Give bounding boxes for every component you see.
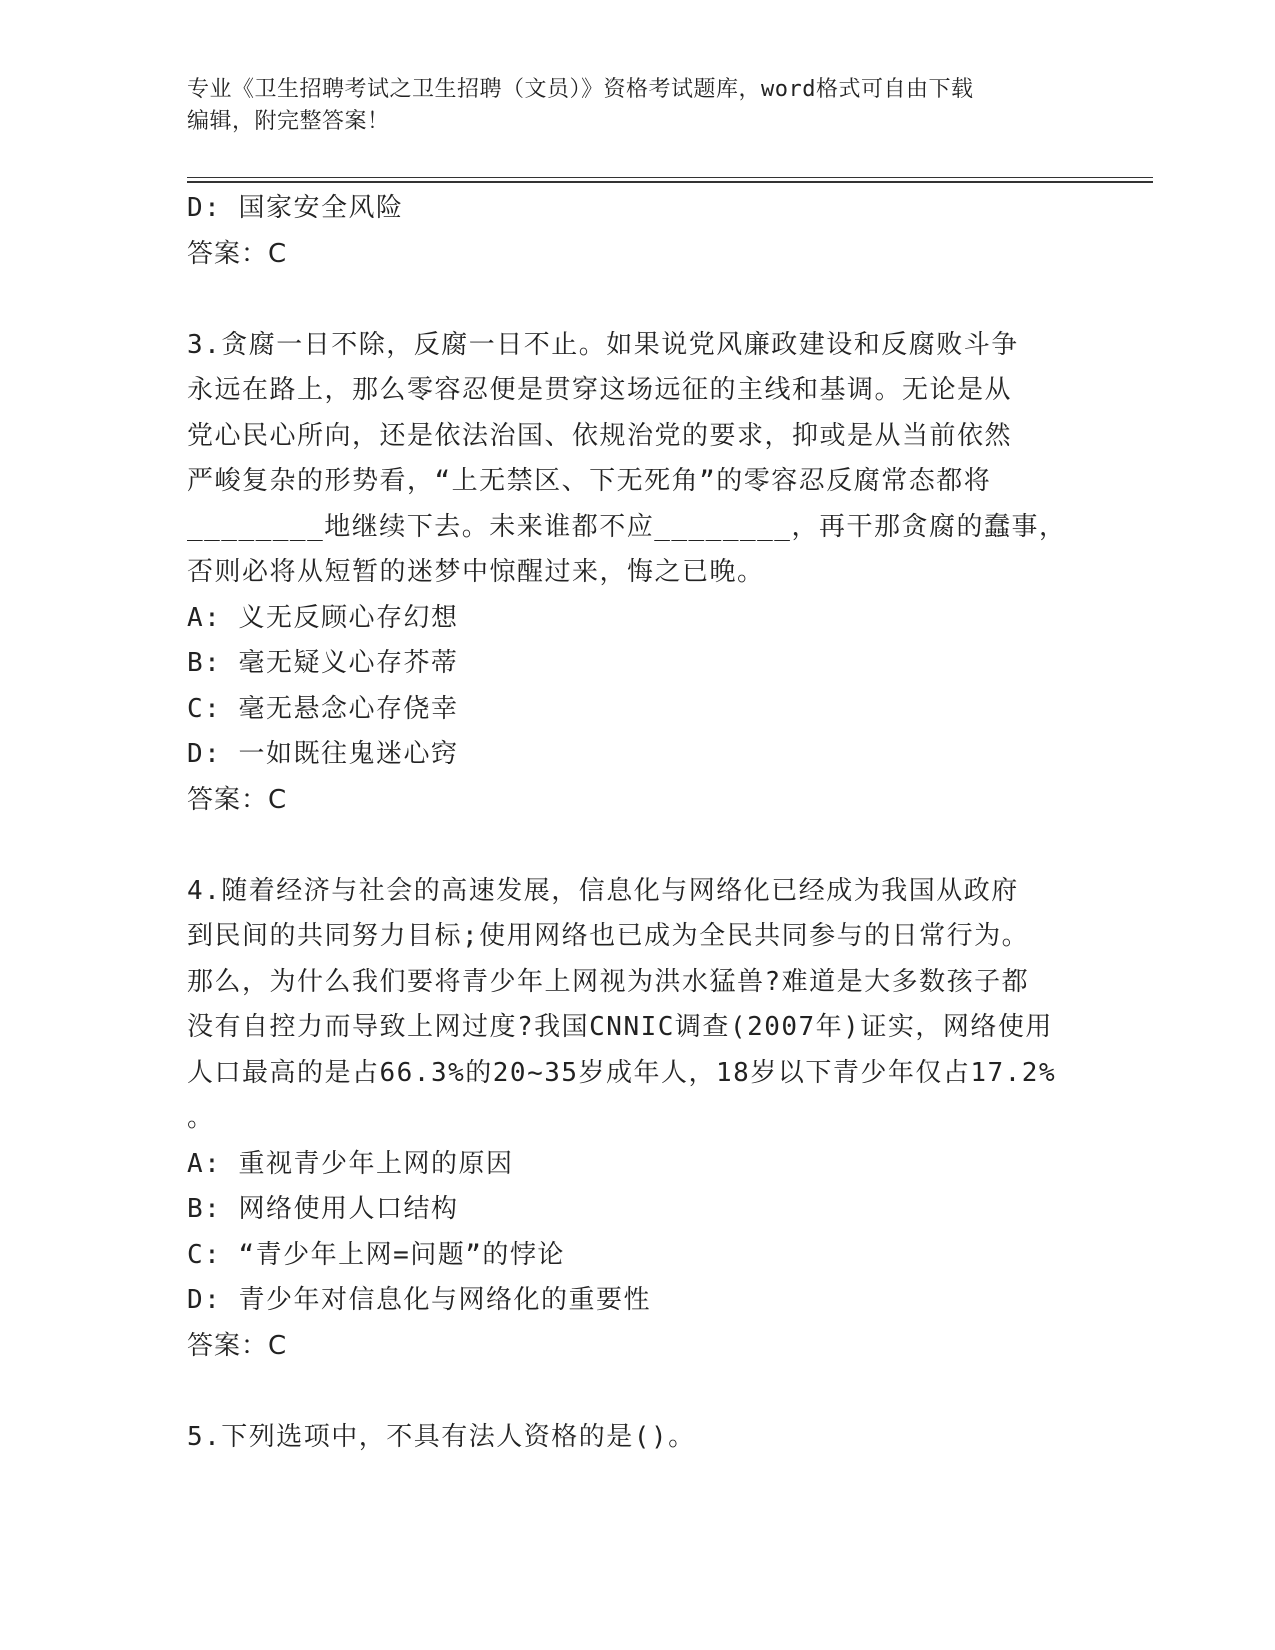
document-body (187, 186, 1087, 1460)
question-stem-line: 。 (187, 1103, 215, 1133)
option-d: D: 一如既往鬼迷心窍 (187, 739, 459, 769)
header-divider (187, 177, 1153, 183)
option-c: C: 毫无悬念心存侥幸 (187, 693, 459, 724)
question-stem-line: 严峻复杂的形势看，“上无禁区、下无死角”的零容忍反腐常态都将 (187, 466, 992, 496)
question-stem-line: 党心民心所向，还是依法治国、依规治党的要求，抑或是从当前依然 (187, 420, 1013, 451)
previous-question-tail (187, 186, 1087, 277)
question-stem-line: 否则必将从短暂的迷梦中惊醒过来，悔之已晚。 (187, 557, 765, 587)
question-stem-line: 没有自控力而导致上网过度?我国CNNIC调查(2007年)证实，网络使用 (187, 1012, 1053, 1042)
spacer (187, 277, 1087, 323)
question-stem-line: 那么，为什么我们要将青少年上网视为洪水猛兽?难道是大多数孩子都 (187, 966, 1030, 997)
option-a: A: 重视青少年上网的原因 (187, 1148, 514, 1179)
question-stem-line: 4.随着经济与社会的高速发展，信息化与网络化已经成为我国从政府 (187, 875, 1019, 906)
answer: 答案：C (187, 1330, 288, 1361)
option-b: B: 毫无疑义心存芥蒂 (187, 648, 459, 678)
question-stem-line: 5.下列选项中，不具有法人资格的是()。 (187, 1421, 696, 1452)
answer: 答案：C (187, 784, 288, 815)
spacer (187, 1369, 1087, 1415)
question-stem-line: 永远在路上，那么零容忍便是贯穿这场远征的主线和基调。无论是从 (187, 375, 1013, 405)
option-a: A: 义无反顾心存幻想 (187, 602, 459, 633)
option-d: D: 青少年对信息化与网络化的重要性 (187, 1285, 651, 1315)
option-c: C: “青少年上网=问题”的悖论 (187, 1239, 565, 1270)
question-3 (187, 323, 1087, 824)
question-stem-line: 到民间的共同努力目标;使用网络也已成为全民共同参与的日常行为。 (187, 921, 1030, 951)
question-stem-line: 人口最高的是占66.3%的20~35岁成年人，18岁以下青少年仅占17.2% (187, 1057, 1057, 1088)
question-4 (187, 869, 1087, 1370)
question-5 (187, 1415, 1087, 1461)
question-stem-line: ________地继续下去。未来谁都不应________，再干那贪腐的蠢事， (187, 511, 1067, 542)
answer: 答案：C (187, 238, 288, 269)
header-line: 专业《卫生招聘考试之卫生招聘（文员）》资格考试题库，word格式可自由下载 (187, 77, 974, 102)
spacer (187, 823, 1087, 869)
header-line: 编辑，附完整答案！ (187, 109, 390, 134)
question-stem-line: 3.贪腐一日不除，反腐一日不止。如果说党风廉政建设和反腐败斗争 (187, 329, 1019, 360)
option-d: D: 国家安全风险 (187, 193, 404, 223)
page-header (187, 74, 1087, 138)
option-b: B: 网络使用人口结构 (187, 1194, 459, 1224)
